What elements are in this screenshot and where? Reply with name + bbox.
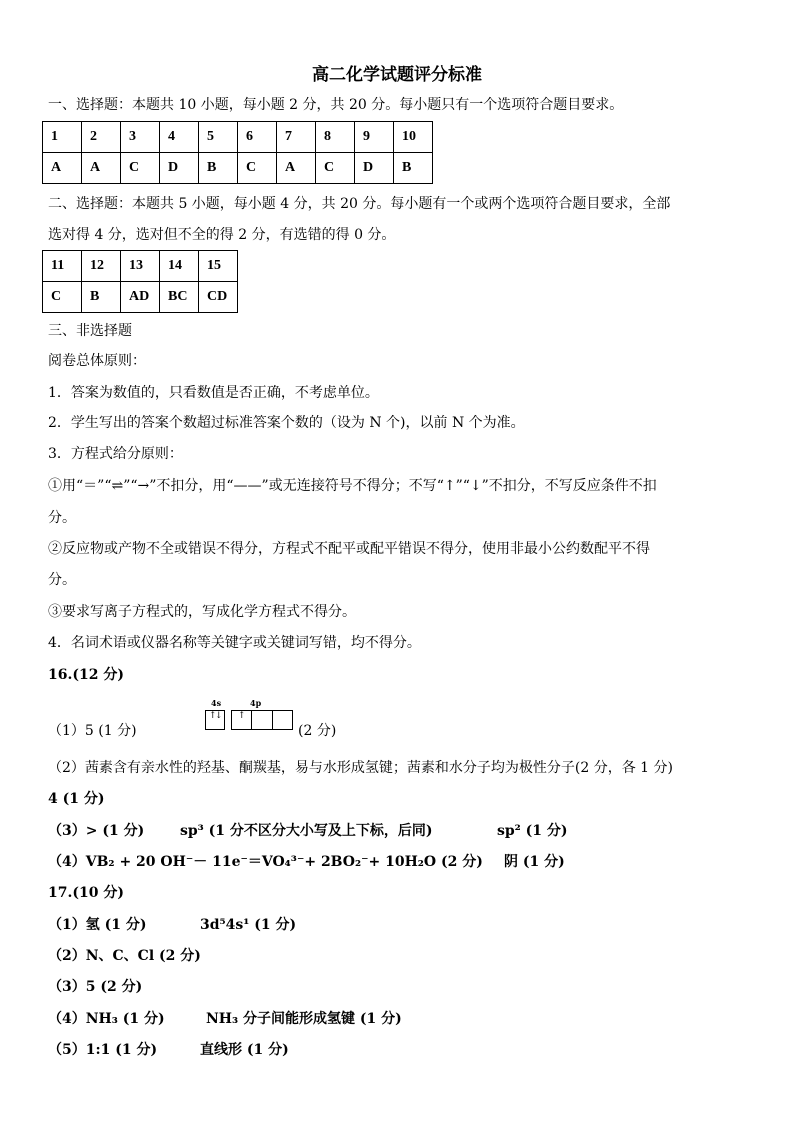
question-number: 6 <box>238 122 277 153</box>
question-number: 2 <box>82 122 121 153</box>
orbital-divider <box>251 710 252 730</box>
answer-cell: D <box>160 153 199 184</box>
principle-1: 1．答案为数值的，只看数值是否正确，不考虑单位。 <box>48 385 379 401</box>
answer-cell: C <box>316 153 355 184</box>
question-number: 11 <box>43 251 82 282</box>
principle-3: 3．方程式给分原则： <box>48 446 183 462</box>
q17-answer-4-part1: （4）NH₃ (1 分) <box>48 1011 165 1027</box>
q17-answer-5-part1: （5）1:1 (1 分) <box>48 1042 158 1058</box>
section2-heading-line1: 二、选择题：本题共 5 小题，每小题 4 分，共 20 分。每小题有一个或两个选项符合题目要求，全部 <box>48 196 671 212</box>
down-arrow-icon: ↓ <box>215 711 223 721</box>
section2-heading-line2: 选对得 4 分，选对但不全的得 2 分，有选错的得 0 分。 <box>48 227 396 243</box>
section1-heading: 一、选择题：本题共 10 小题，每小题 2 分，共 20 分。每小题只有一个选项符合题目要求。 <box>48 97 624 113</box>
up-arrow-icon: ↑ <box>209 711 217 721</box>
q17-answer-5-part2: 直线形 (1 分) <box>200 1042 289 1058</box>
table-row <box>43 251 238 282</box>
section3-heading: 三、非选择题 <box>48 323 132 339</box>
q16-answer-3-part3: sp² (1 分) <box>497 823 568 839</box>
answer-cell: C <box>121 153 160 184</box>
principle-3a-line1: ①用“＝”“⇌”“→”不扣分，用“——”或无连接符号不得分；不写“↑”“↓”不扣分，不写反应条件不扣 <box>48 478 657 494</box>
answer-cell: AD <box>121 282 160 313</box>
answer-cell: A <box>43 153 82 184</box>
answer-cell: A <box>277 153 316 184</box>
question-number: 5 <box>199 122 238 153</box>
question-number: 12 <box>82 251 121 282</box>
q16-answer-3-part2: sp³ (1 分不区分大小写及上下标，后同) <box>180 823 433 839</box>
up-arrow-icon: ↑ <box>238 711 246 721</box>
question-number: 3 <box>121 122 160 153</box>
q16-answer-1-score: (2 分) <box>298 723 337 739</box>
question-number: 8 <box>316 122 355 153</box>
question-number: 10 <box>394 122 433 153</box>
question-number: 14 <box>160 251 199 282</box>
orbital-4s-label: 4s <box>211 698 222 708</box>
answer-cell: C <box>238 153 277 184</box>
q17-answer-1-part2: 3d⁵4s¹ (1 分) <box>200 917 297 933</box>
document-title: 高二化学试题评分标准 <box>312 65 482 85</box>
q16-answer-1: （1）5 (1 分) <box>48 723 137 739</box>
q17-heading: 17.(10 分) <box>48 885 124 901</box>
table-row <box>43 122 433 153</box>
answer-cell: A <box>82 153 121 184</box>
question-number: 9 <box>355 122 394 153</box>
principle-3b-line1: ②反应物或产物不全或错误不得分，方程式不配平或配平错误不得分，使用非最小公约数配平不得 <box>48 541 650 557</box>
answer-cell: CD <box>199 282 238 313</box>
question-number: 15 <box>199 251 238 282</box>
q17-answer-2: （2）N、C、Cl (2 分) <box>48 948 201 964</box>
principle-3a-line2: 分。 <box>48 510 76 526</box>
table-row <box>43 282 238 313</box>
q17-answer-4-part2: NH₃ 分子间能形成氢键 (1 分) <box>206 1011 402 1027</box>
answer-cell: D <box>355 153 394 184</box>
question-number: 1 <box>43 122 82 153</box>
answer-cell: B <box>394 153 433 184</box>
question-number: 4 <box>160 122 199 153</box>
q16-answer-3-part1: （3）> (1 分) <box>48 823 145 839</box>
answer-cell: C <box>43 282 82 313</box>
q16-answer-4-electrode: 阴 (1 分) <box>504 854 565 870</box>
table-row <box>43 153 433 184</box>
q16-answer-4-equation: （4）VB₂ + 20 OH⁻－ 11e⁻＝VO₄³⁻+ 2BO₂⁻+ 10H₂O (2 分) <box>48 854 483 870</box>
answer-cell: BC <box>160 282 199 313</box>
orbital-divider <box>272 710 273 730</box>
principles-heading: 阅卷总体原则： <box>48 353 146 369</box>
q17-answer-3: （3）5 (2 分) <box>48 979 143 995</box>
orbital-4p-label: 4p <box>250 698 262 708</box>
q16-answer-2: （2）茜素含有亲水性的羟基、酮羰基，易与水形成氢键；茜素和水分子均为极性分子(2 分，各 1 分) <box>48 760 673 776</box>
principle-4: 4．名词术语或仪器名称等关键字或关键词写错，均不得分。 <box>48 635 421 651</box>
question-number: 7 <box>277 122 316 153</box>
orbital-diagram <box>205 698 295 734</box>
answer-cell: B <box>199 153 238 184</box>
q17-answer-1-part1: （1）氢 (1 分) <box>48 917 147 933</box>
q16-heading: 16.(12 分) <box>48 667 124 683</box>
principle-3b-line2: 分。 <box>48 572 76 588</box>
answer-cell: B <box>82 282 121 313</box>
section2-answer-table <box>42 250 238 313</box>
question-number: 13 <box>121 251 160 282</box>
q16-answer-2b: 4 (1 分) <box>48 791 105 807</box>
principle-2: 2．学生写出的答案个数超过标准答案个数的（设为 N 个)，以前 N 个为准。 <box>48 415 525 431</box>
principle-3c: ③要求写离子方程式的，写成化学方程式不得分。 <box>48 604 356 620</box>
section1-answer-table <box>42 121 433 184</box>
